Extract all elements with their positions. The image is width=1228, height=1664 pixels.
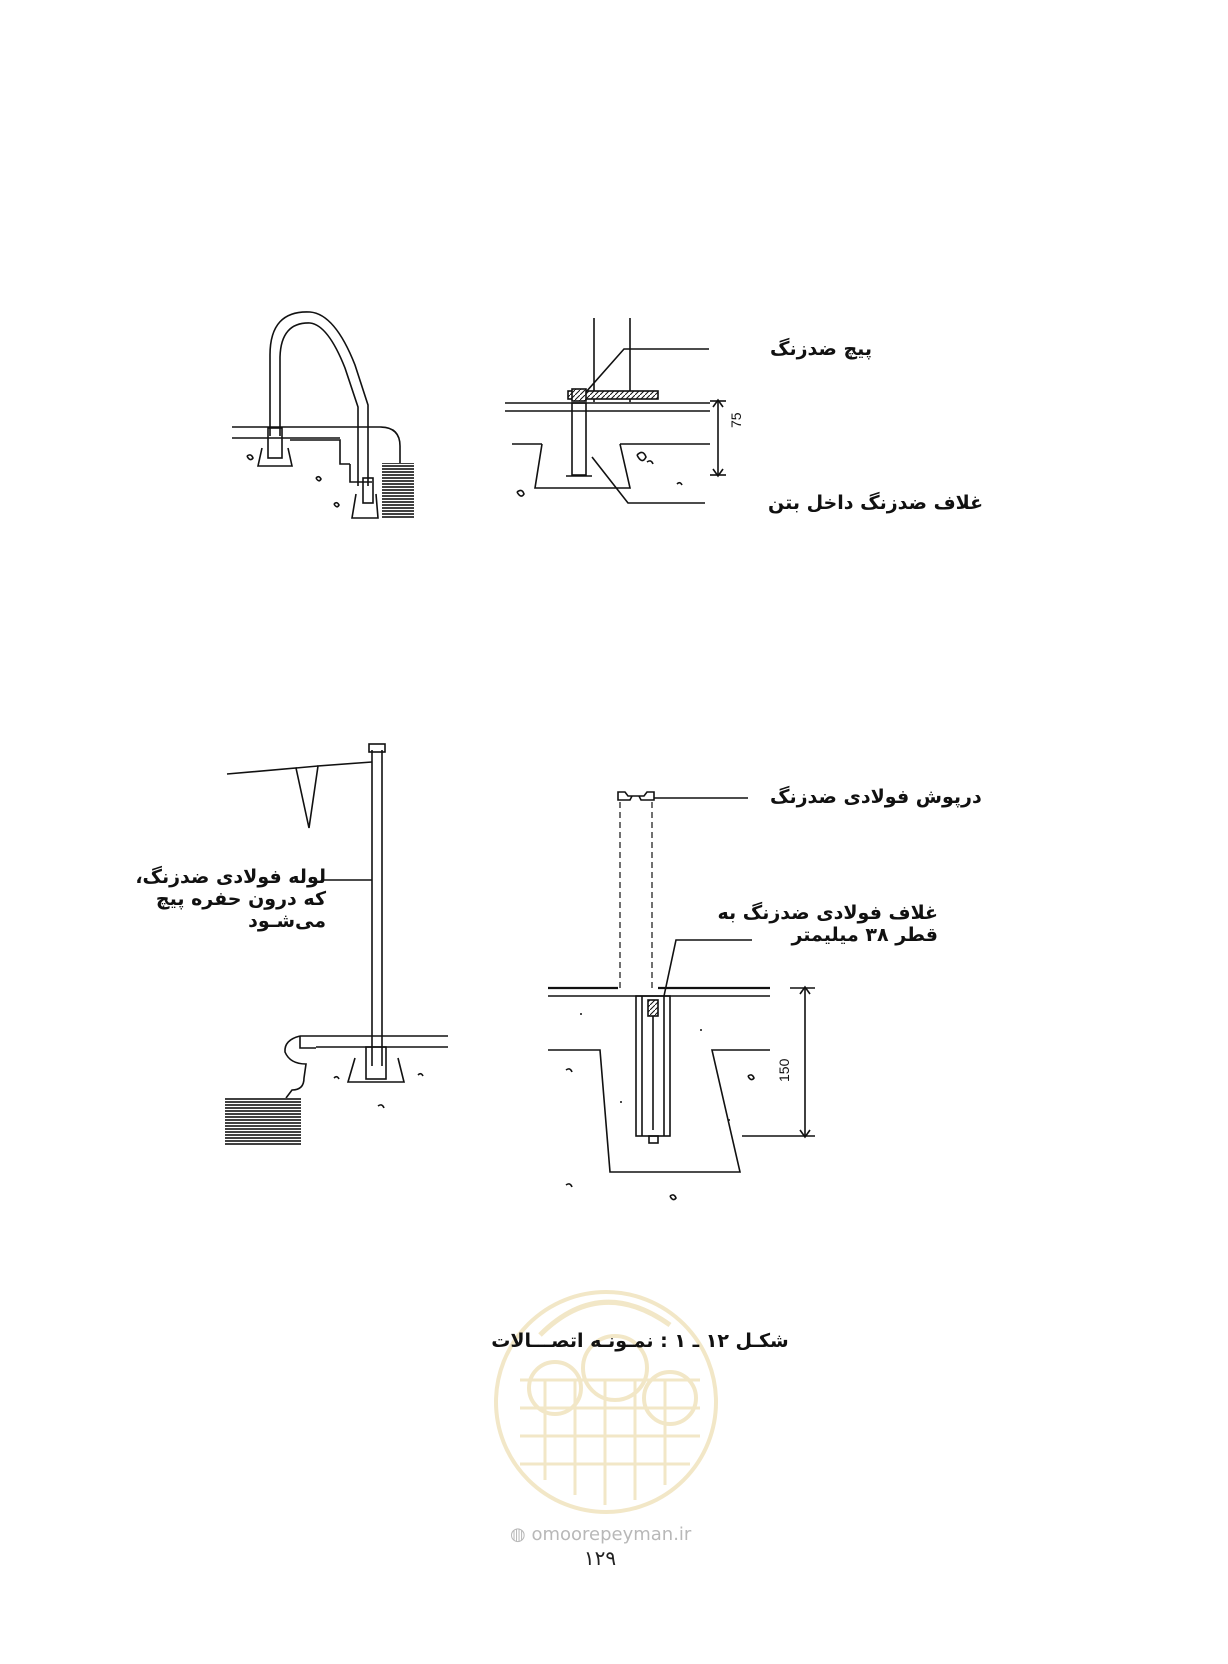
watermark-logo [496,1292,716,1512]
post-socket-detail-drawing [548,792,815,1200]
dimension-75: 75 [728,412,744,428]
pipe-label-line-2: که درون حفره پیچ [155,888,326,910]
ladder-detail-drawing [232,312,400,518]
pipe-label [135,866,326,932]
bolt-label: پیچ ضدزنگ [770,338,873,360]
post-sleeve-detail-drawing [505,318,726,503]
dimension-150: 150 [776,1058,792,1082]
watermark-url [510,1524,691,1545]
pipe-label-line-1: لوله فولادی ضدزنگ، [135,866,326,888]
steel-sleeve-label [717,902,938,946]
pipe-label-line-3: می‌شـود [248,910,326,932]
pool-wall-tiles-2 [225,1098,301,1146]
watermark-url-text: omoorepeyman.ir [531,1524,692,1545]
pool-wall-tiles [382,463,414,519]
globe-icon: ◍ [510,1524,532,1545]
sleeve-label: غلاف ضدزنگ داخل بتن [768,492,984,514]
page-number: ۱۲۹ [583,1546,617,1570]
cap-label: درپوش فولادی ضدزنگ [770,786,982,808]
figure-caption: شکـل ۱۲ ـ ۱ : نمـونـه اتصـــالات [491,1330,789,1352]
steel-sleeve-label-line-1: غلاف فولادی ضدزنگ به [717,902,938,924]
steel-sleeve-label-line-2: قطر ۳۸ میلیمتر [791,924,938,946]
